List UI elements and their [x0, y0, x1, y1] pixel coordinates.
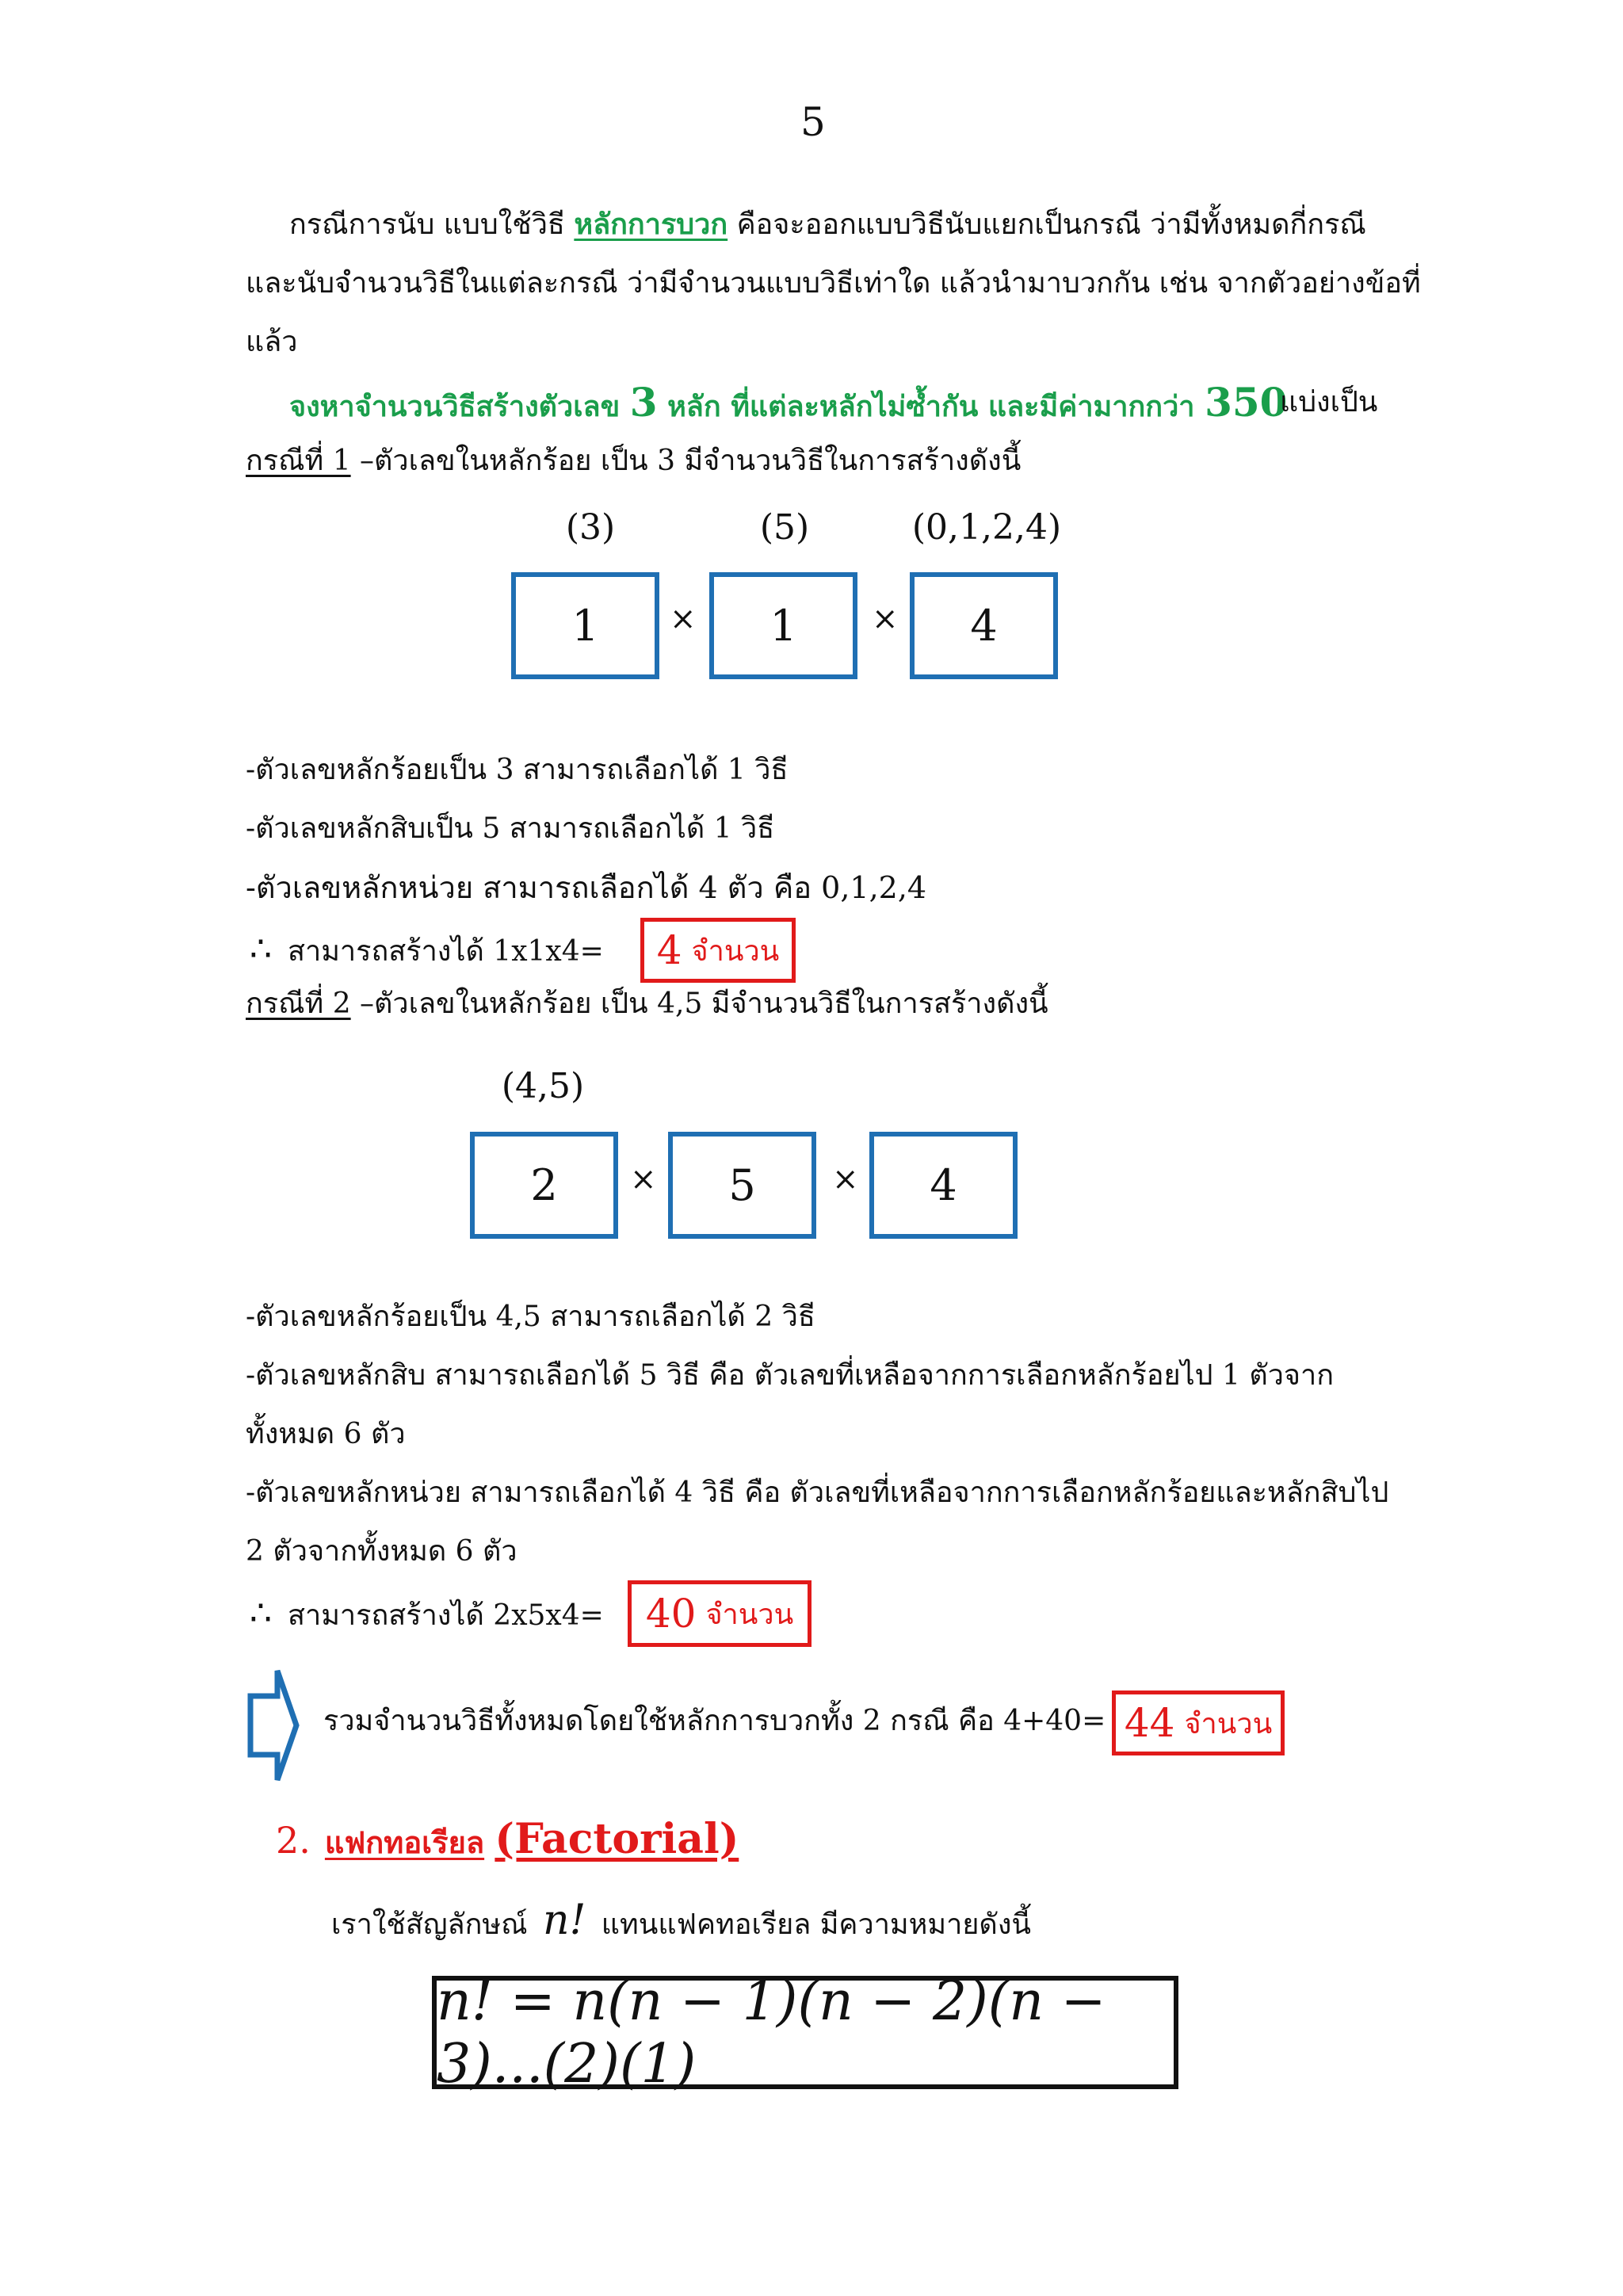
case2-title: กรณีที่ 2: [246, 988, 351, 1020]
intro-line-2: และนับจำนวนวิธีในแต่ละกรณี ว่ามีจำนวนแบบวิธีเท่าใด แล้วนำมาบวกกัน เช่น จากตัวอย่างข้อที่: [246, 267, 1421, 300]
case1-label-tens: (5): [759, 507, 810, 548]
case1-title: กรณีที่ 1: [246, 445, 351, 477]
case1-result-number: 4: [656, 927, 682, 973]
case2-line-3: ทั้งหมด 6 ตัว: [246, 1418, 406, 1450]
section2-desc-a: เราใช้สัญลักษณ์: [331, 1908, 537, 1941]
arrow-right-icon: [246, 1666, 301, 1785]
section2-title-en: (Factorial): [495, 1815, 739, 1863]
case2-line-4: -ตัวเลขหลักหน่วย สามารถเลือกได้ 4 วิธี คือ ตัวเลขที่เหลือจากการเลือกหลักร้อยและหลักสิบไป: [246, 1477, 1389, 1509]
section2-heading: [276, 1815, 739, 1866]
problem-split: แบ่งเป็น: [1280, 386, 1378, 418]
case2-heading: [246, 987, 1048, 1021]
case2-line-5: 2 ตัวจากทั้งหมด 6 ตัว: [246, 1535, 517, 1568]
case1-result-box: [640, 918, 796, 983]
intro-line-3: แล้ว: [246, 326, 298, 358]
case2-result-text: สามารถสร้างได้ 2x5x4=: [288, 1599, 604, 1632]
case1-box-tens: 1: [709, 572, 857, 679]
case1-heading: [246, 444, 1021, 478]
problem-text-b: หลัก ที่แต่ละหลักไม่ซ้ำกัน และมีค่ามากกว่า: [657, 390, 1205, 423]
case2-line-2: -ตัวเลขหลักสิบ สามารถเลือกได้ 5 วิธี คือ ตัวเลขที่เหลือจากการเลือกหลักร้อยไป 1 ตัวจาก: [246, 1359, 1335, 1392]
case1-line-3: -ตัวเลขหลักหน่วย สามารถเลือกได้ 4 ตัว คือ 0,1,2,4: [246, 870, 927, 905]
case1-line-1: -ตัวเลขหลักร้อยเป็น 3 สามารถเลือกได้ 1 วิธี: [246, 754, 789, 786]
case1-box-hundreds: 1: [511, 572, 659, 679]
case1-result-unit: จำนวน: [691, 934, 780, 968]
case2-line-1: -ตัวเลขหลักร้อยเป็น 4,5 สามารถเลือกได้ 2 วิธี: [246, 1301, 815, 1333]
case1-times-1: ×: [670, 601, 697, 637]
section2-number: 2.: [276, 1819, 311, 1862]
case2-label-hundreds: (4,5): [501, 1066, 585, 1106]
problem-threshold: 350: [1205, 379, 1288, 426]
case1-line-2: -ตัวเลขหลักสิบเป็น 5 สามารถเลือกได้ 1 วิธี: [246, 812, 775, 845]
summary-result-box: [1112, 1690, 1285, 1755]
case2-times-2: ×: [832, 1161, 859, 1198]
section2-description: [331, 1896, 1031, 1945]
intro-text-a: กรณีการนับ แบบใช้วิธี: [289, 208, 575, 241]
page-number: 5: [800, 99, 826, 145]
intro-line-1: [289, 208, 1366, 242]
case2-box-tens: 5: [668, 1132, 816, 1239]
case1-result-text: สามารถสร้างได้ 1x1x4=: [288, 935, 604, 968]
case1-box-units: 4: [910, 572, 1058, 679]
therefore-symbol: ∴: [250, 929, 272, 969]
summary-result-unit: จำนวน: [1184, 1707, 1273, 1740]
problem-digits: 3: [629, 379, 658, 426]
case2-times-1: ×: [630, 1161, 657, 1198]
intro-text-b: คือจะออกแบบวิธีนับแยกเป็นกรณี ว่ามีทั้งหมดกี่กรณี: [727, 208, 1366, 241]
section2-title-spacer: [484, 1824, 495, 1860]
case2-title-rest: –ตัวเลขในหลักร้อย เป็น 4,5 มีจำนวนวิธีในการสร้างดังนี้: [350, 988, 1048, 1020]
case1-title-rest: –ตัวเลขในหลักร้อย เป็น 3 มีจำนวนวิธีในการสร้างดังนี้: [350, 445, 1022, 477]
case1-times-2: ×: [872, 601, 899, 637]
case1-label-units: (0,1,2,4): [911, 507, 1062, 548]
case1-result-line: [250, 929, 604, 971]
factorial-symbol: n!: [542, 1897, 586, 1944]
case2-box-hundreds: 2: [470, 1132, 618, 1239]
section2-desc-b: แทนแฟคทอเรียล มีความหมายดังนี้: [592, 1908, 1032, 1941]
case2-box-units: 4: [869, 1132, 1018, 1239]
case2-result-line: [250, 1593, 604, 1635]
summary-result-number: 44: [1124, 1700, 1175, 1746]
case2-result-number: 40: [645, 1591, 697, 1637]
problem-statement: [289, 379, 1287, 426]
case1-label-hundreds: (3): [565, 507, 616, 548]
therefore-symbol: ∴: [250, 1593, 272, 1633]
addition-principle-link: หลักการบวก: [574, 208, 728, 241]
case2-result-box: [628, 1580, 812, 1647]
section2-title-thai: แฟกทอเรียล: [324, 1824, 485, 1860]
factorial-formula-box: n! = n(n − 1)(n − 2)(n − 3)...(2)(1): [432, 1976, 1178, 2089]
problem-text-a: จงหาจำนวนวิธีสร้างตัวเลข: [289, 390, 630, 423]
case2-result-unit: จำนวน: [705, 1598, 794, 1631]
summary-text: รวมจำนวนวิธีทั้งหมดโดยใช้หลักการบวกทั้ง 2 กรณี คือ 4+40=: [323, 1705, 1106, 1737]
